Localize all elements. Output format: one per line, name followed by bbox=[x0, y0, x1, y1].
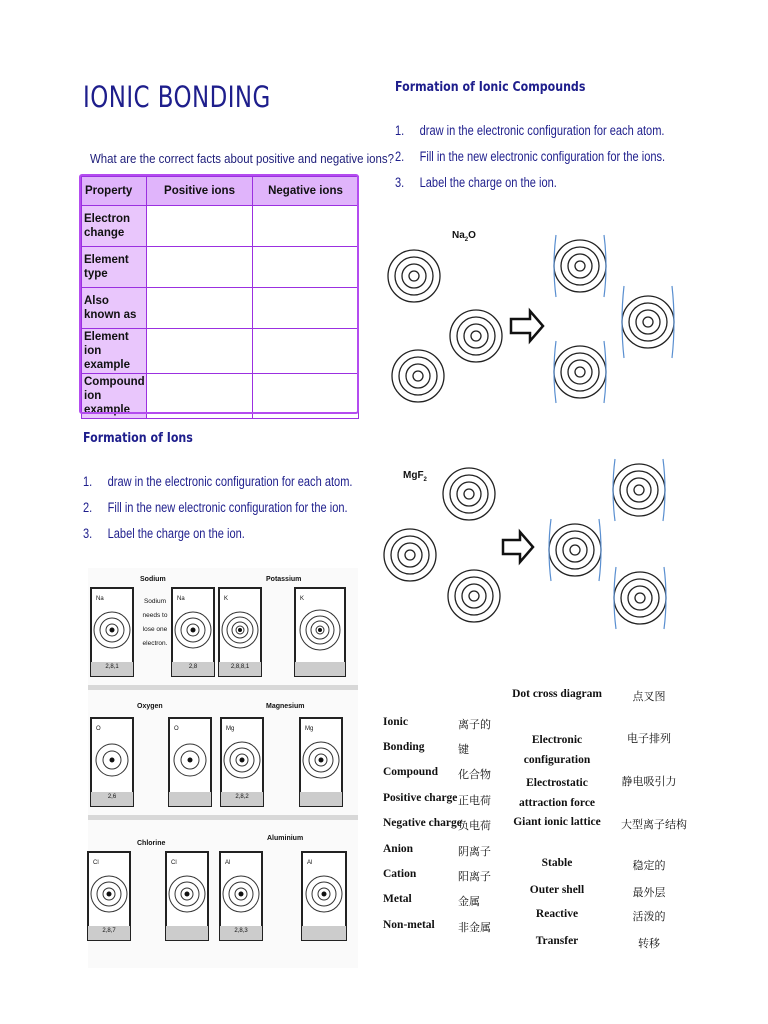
vocab-term: Anion bbox=[383, 843, 414, 855]
mgf2-ion-brackets bbox=[549, 459, 666, 629]
vocab-translation: 活泼的 bbox=[632, 910, 666, 923]
config-label: 2,8,1 bbox=[105, 664, 119, 670]
vocab-term: Metal bbox=[383, 893, 412, 905]
element-label: Sodium bbox=[140, 576, 166, 583]
atom-symbol: Mg bbox=[226, 726, 235, 732]
vocab-translation: 阴离子 bbox=[458, 845, 491, 858]
config-label: 2,8,2 bbox=[235, 794, 249, 800]
arrow-icon bbox=[511, 311, 543, 341]
vocab-term: Ionic bbox=[383, 716, 408, 728]
element-label: Aluminium bbox=[267, 835, 304, 842]
atom-symbol: K bbox=[300, 596, 305, 602]
vocab-term: Electrostatic attraction force bbox=[518, 777, 596, 809]
compounds-steps bbox=[395, 123, 665, 201]
atom-symbol: K bbox=[224, 596, 229, 602]
atom-symbol: O bbox=[174, 726, 179, 732]
sodium-note: Sodium needs to lose one electron. bbox=[142, 598, 168, 647]
step-text: draw in the electronic configuration for each atom. bbox=[107, 474, 353, 489]
row-label: Also known as bbox=[82, 288, 147, 329]
config-label: 2,8,7 bbox=[102, 928, 116, 934]
vocab-term: Outer shell bbox=[529, 884, 585, 896]
config-label: 2,8 bbox=[188, 664, 198, 670]
step-text: Label the charge on the ion. bbox=[107, 526, 245, 541]
ions-heading: Formation of Ions bbox=[83, 431, 193, 446]
element-label: Oxygen bbox=[137, 703, 163, 710]
atom-symbol: Na bbox=[177, 596, 185, 602]
step-number: 1. bbox=[395, 123, 405, 138]
atom-symbol: Al bbox=[307, 860, 313, 866]
element-label: Magnesium bbox=[266, 703, 305, 710]
vocab-term: Cation bbox=[383, 868, 417, 880]
step-text: draw in the electronic configuration for each atom. bbox=[419, 123, 665, 138]
vocab-term: Dot cross diagram bbox=[512, 688, 602, 700]
step-number: 2. bbox=[395, 149, 405, 164]
vocab-translation: 正电荷 bbox=[458, 794, 491, 807]
na2o-ion-brackets bbox=[554, 235, 674, 403]
step-number: 1. bbox=[83, 474, 93, 489]
formula-na2o: $Na_2O$ bbox=[452, 230, 476, 243]
step-number: 3. bbox=[83, 526, 93, 541]
element-label: Potassium bbox=[266, 576, 302, 583]
arrow-icon bbox=[503, 532, 533, 562]
vocab-translation: 非金属 bbox=[458, 921, 491, 934]
formula-mgf2: MgF$_2$ bbox=[403, 470, 427, 483]
config-label: 2,8,3 bbox=[234, 928, 248, 934]
row-label: Electron change bbox=[82, 206, 147, 247]
step-text: Fill in the new electronic configuration for the ions. bbox=[419, 149, 666, 164]
row-label: Element ion example bbox=[82, 329, 147, 374]
vocab-translation: 离子的 bbox=[458, 718, 491, 731]
vocab-term: Stable bbox=[541, 857, 573, 869]
step-text: Label the charge on the ion. bbox=[419, 175, 557, 190]
vocab-term: Electronic configuration bbox=[523, 734, 591, 766]
vocab-term: Bonding bbox=[383, 741, 425, 753]
element-label: Chlorine bbox=[137, 840, 166, 847]
vocab-translation: 负电荷 bbox=[458, 819, 491, 832]
config-label: 2,8,8,1 bbox=[230, 664, 250, 670]
config-label: 2,6 bbox=[107, 794, 117, 800]
vocab-translation: 转移 bbox=[638, 937, 660, 950]
vocab-translation: 阳离子 bbox=[458, 870, 491, 883]
list-item bbox=[395, 149, 665, 175]
vocab-translation: 键 bbox=[458, 743, 469, 756]
vocab-translation: 点叉图 bbox=[632, 690, 666, 703]
vocab-term: Compound bbox=[383, 766, 438, 778]
atom-symbol: Mg bbox=[305, 726, 314, 732]
atom-symbol: O bbox=[96, 726, 101, 732]
na2o-reactant-atoms bbox=[388, 250, 502, 402]
vocab-translation: 化合物 bbox=[458, 768, 491, 781]
column-header: Property bbox=[82, 177, 147, 206]
vocab-term: Reactive bbox=[535, 908, 579, 920]
page-title: IONIC BONDING bbox=[83, 80, 271, 114]
vocab-translation: 最外层 bbox=[632, 886, 666, 899]
step-text: Fill in the new electronic configuration for the ion. bbox=[107, 500, 348, 515]
column-header: Positive ions bbox=[147, 177, 253, 206]
vocab-term: Transfer bbox=[535, 935, 579, 947]
vocab-translation: 静电吸引力 bbox=[621, 775, 677, 788]
na2o-product-ions bbox=[554, 240, 674, 398]
vocab-term: Negative charge bbox=[383, 817, 462, 829]
vocab-term: Giant ionic lattice bbox=[513, 816, 601, 828]
list-item bbox=[395, 175, 665, 201]
column-header: Negative ions bbox=[253, 177, 359, 206]
vocab-term: Non-metal bbox=[383, 919, 435, 931]
row-label: Compound ion example bbox=[82, 374, 147, 419]
vocab-translation: 稳定的 bbox=[632, 859, 666, 872]
step-number: 2. bbox=[83, 500, 93, 515]
row-label: Element type bbox=[82, 247, 147, 288]
atom-symbol: Cl bbox=[93, 860, 99, 866]
vocab-translation: 金属 bbox=[458, 895, 480, 908]
mgf2-product-ions bbox=[549, 464, 666, 624]
mgf2-reactant-atoms bbox=[384, 468, 500, 622]
step-number: 3. bbox=[395, 175, 405, 190]
atom-symbol: Al bbox=[225, 860, 231, 866]
vocab-translation: 大型离子结构 bbox=[621, 818, 687, 831]
vocab-term: Positive charge bbox=[383, 792, 458, 804]
question-text: What are the correct facts about positive and negative ions? bbox=[90, 151, 394, 166]
compounds-heading: Formation of Ionic Compounds bbox=[395, 80, 586, 95]
atom-symbol: Na bbox=[96, 596, 104, 602]
atom-symbol: Cl bbox=[171, 860, 177, 866]
list-item bbox=[395, 123, 665, 149]
vocab-translation: 电子排列 bbox=[627, 732, 671, 745]
